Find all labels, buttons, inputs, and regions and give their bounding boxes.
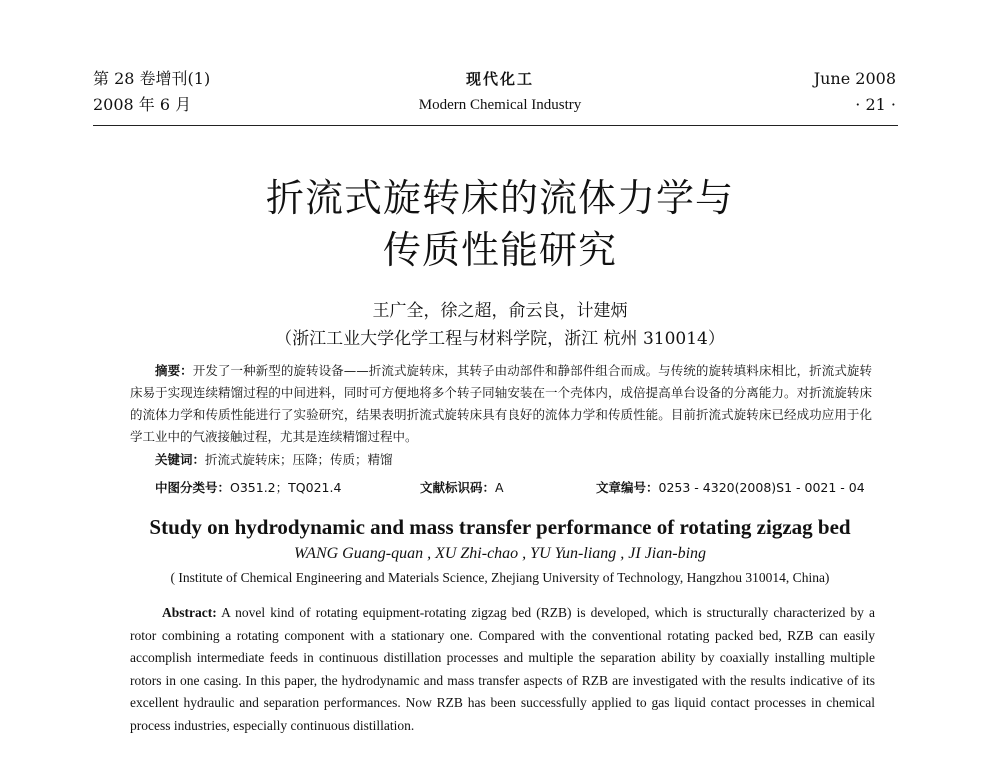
paper-title-en: Study on hydrodynamic and mass transfer performance of rotating zigzag bed [149,515,851,539]
abstract-cn [130,360,872,448]
abstract-cn-text: 开发了一种新型的旋转设备——折流式旋转床，其转子由动部件和静部件组合而成。与传统的旋转填料床相比，折流式旋转床易于实现连续精馏过程的中间进料，同时可方便地将多个转子同轴安装在一个壳体内，成倍提高单台设备的分离能力。对折流旋转床的流体力学和传质性能进行了实验研究，结果表明折流式旋转床具有良好的流体力学和传质性能。目前折流式旋转床已经成功应用于化学工业中的气液接触过程，尤其是连续精馏过程中。 [130,363,872,444]
affiliation-cn: （浙江工业大学化学工程与材料学院，浙江 杭州 310014） [275,329,725,349]
title-line-1: 折流式旋转床的流体力学与 [265,176,734,220]
clc-number [155,478,341,496]
journal-name [300,66,700,118]
abstract-en-label: Abstract: [162,605,217,620]
article-number-value: 0253 - 4320(2008)S1 - 0021 - 04 [658,480,865,495]
title-line-2: 传质性能研究 [382,228,617,272]
keywords-cn-label: 关键词： [155,452,206,467]
journal-name-cn: 现代化工 [465,70,534,88]
keywords-cn [155,450,393,468]
document-code [420,478,504,496]
publication-date-cn: 2008 年 6 月 [93,95,192,114]
article-number [596,478,865,496]
doc-code-value: A [495,480,504,495]
keywords-cn-text: 折流式旋转床；压降；传质；精馏 [205,452,393,467]
authors-cn: 王广全，徐之超，俞云良，计建炳 [372,301,628,321]
publication-date-en: June 2008 [813,69,896,88]
doc-code-label: 文献标识码： [420,480,496,495]
authors-en: WANG Guang-quan , XU Zhi-chao , YU Yun-liang , JI Jian-bing [293,545,707,562]
abstract-en [130,602,875,737]
journal-name-en: Modern Chemical Industry [418,97,582,113]
journal-date-page [700,66,896,118]
page-number: · 21 · [855,95,896,114]
header-divider [93,125,898,126]
journal-volume-info [93,66,210,118]
clc-value: O351.2；TQ021.4 [230,480,342,495]
article-number-label: 文章编号： [596,480,659,495]
clc-label: 中图分类号： [155,480,231,495]
volume-issue: 第 28 卷增刊(1) [93,69,211,88]
abstract-en-text: A novel kind of rotating equipment-rotating zigzag bed (RZB) is developed, which is structurally characterized by a rotor combining a rotating component with a stationary one. Compared with the conventional rotating packed bed, RZB can easily accomplish intermediate feeds in continuous distillation processes and multiple the separation ability by coaxially installing multiple rotors in one casing. In this paper, the hydrodynamic and mass transfer aspects of RZB are investigated with the results indicative of its excellent hydraulic and separation performances. Now RZB has been successfully applied to gas liquid contact processes in chemical process industries, especially continuous distillation. [130,605,875,733]
affiliation-en: ( Institute of Chemical Engineering and Materials Science, Zhejiang University of Technology, Hangzhou 310014, China) [170,570,830,585]
paper-title-cn [150,172,850,276]
abstract-cn-label: 摘要： [155,363,193,378]
